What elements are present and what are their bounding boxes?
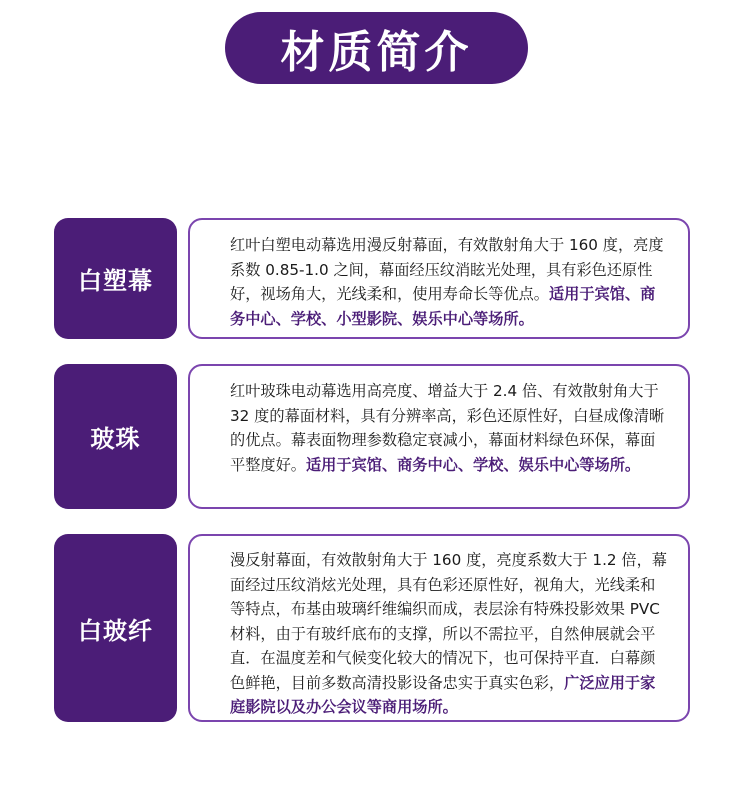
usage-highlight: 适用于宾馆、商务中心、学校、小型影院、娱乐中心等场所。 [230, 285, 656, 328]
description-text: 红叶玻珠电动幕选用高亮度、增益大于 2.4 倍、有效散射角大于 32 度的幕面材料，具有分辨率高，彩色还原性好，白昼成像清晰的优点。幕表面物理参数稳定衰减小，幕面材料绿色环保，幕面平整度好。 [230, 382, 665, 474]
usage-highlight: 适用于宾馆、商务中心、学校、娱乐中心等场所。 [305, 455, 641, 474]
page-title: 材质简介 [225, 12, 528, 84]
material-name: 白塑幕 [54, 218, 177, 339]
material-name: 玻珠 [54, 364, 177, 509]
material-description [188, 364, 690, 509]
usage-highlight: 广泛应用于家庭影院以及办公会议等商用场所。 [230, 673, 656, 716]
material-item-white-fiberglass [54, 534, 692, 722]
description-text: 红叶白塑电动幕选用漫反射幕面，有效散射角大于 160 度，亮度系数 0.85-1.0 之间，幕面经压纹消眩光处理，具有彩色还原性好，视场角大，光线柔和，使用寿命长等优点。 [230, 236, 664, 303]
material-description [188, 218, 690, 339]
material-description [188, 534, 690, 722]
material-name: 白玻纤 [54, 534, 177, 722]
material-item-white-plastic [54, 218, 692, 339]
description-text: 漫反射幕面，有效散射角大于 160 度，亮度系数大于 1.2 倍，幕面经过压纹消炫光处理，具有色彩还原性好，视角大，光线柔和等特点，布基由玻璃纤维编织而成，表层涂有特殊投影效果 PVC 材料，由于有玻纤底布的支撑，所以不需拉平，自然伸展就会平直．在温度差和气候变化较大的情况下，也可保持平直．白幕颜色鲜艳，目前多数高清投影设备忠实于真实色彩， [230, 551, 667, 692]
material-item-glass-bead [54, 364, 692, 509]
